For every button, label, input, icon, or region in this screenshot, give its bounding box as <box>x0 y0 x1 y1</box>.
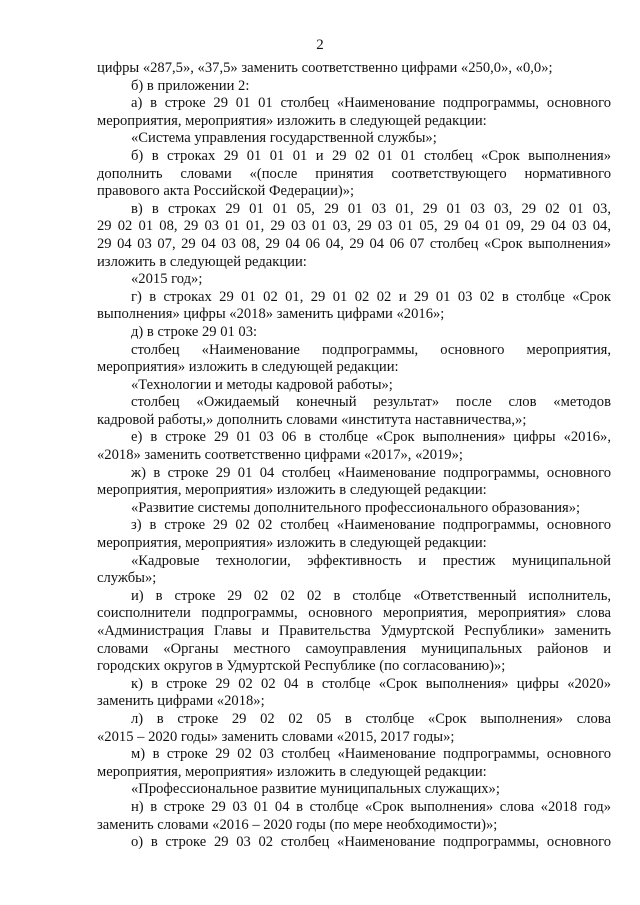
text-line: «Кадровые технологии, эффективность и престиж муниципальной <box>131 552 611 569</box>
text-line: «Профессиональное развитие муниципальных служащих»; <box>131 781 500 798</box>
text-line: столбец «Ожидаемый конечный результат» после слов «методов <box>131 394 611 411</box>
text-line: 29 02 01 08, 29 03 01 01, 29 03 01 03, 29 03 01 05, 29 04 01 09, 29 04 03 04, <box>97 218 611 235</box>
text-line: мероприятия, мероприятия» изложить в следующей редакции: <box>97 535 487 552</box>
text-line: изложить в следующей редакции: <box>97 253 307 270</box>
text-line: б) в приложении 2: <box>131 77 250 94</box>
text-line: правового акта Российской Федерации)»; <box>97 183 355 200</box>
text-line: «Система управления государственной службы»; <box>131 130 437 147</box>
text-line: кадровой работы,» дополнить словами «института наставничества,»; <box>97 411 527 428</box>
text-line: цифры «287,5», «37,5» заменить соответственно цифрами «250,0», «0,0»; <box>97 60 553 76</box>
text-line: мероприятия, мероприятия» изложить в следующей редакции: <box>97 112 487 129</box>
text-line: «2015 – 2020 годы» заменить словами «2015, 2017 годы»; <box>97 728 455 745</box>
text-line: л) в строке 29 02 02 05 в столбце «Срок выполнения» слова <box>131 710 611 727</box>
text-line: мероприятия, мероприятия» изложить в следующей редакции: <box>97 482 487 499</box>
text-line: б) в строках 29 01 01 01 и 29 02 01 01 столбец «Срок выполнения» <box>131 147 611 164</box>
text-line: столбец «Наименование подпрограммы, основного мероприятия, <box>131 341 611 358</box>
text-line: о) в строке 29 03 02 столбец «Наименование подпрограммы, основного <box>131 834 611 851</box>
text-line: заменить словами «2016 – 2020 годы (по мере необходимости)»; <box>97 816 498 833</box>
page-number: 2 <box>316 37 324 53</box>
text-line: «2018» заменить соответственно цифрами «2017», «2019»; <box>97 447 463 464</box>
text-line: к) в строке 29 02 02 04 в столбце «Срок выполнения» цифры «2020» <box>131 675 611 692</box>
text-line: 29 04 03 07, 29 04 03 08, 29 04 06 04, 29 04 06 07 столбец «Срок выполнения» <box>97 235 611 252</box>
document-body <box>97 60 611 852</box>
text-line: н) в строке 29 03 01 04 в столбце «Срок выполнения» слова «2018 год» <box>131 798 611 815</box>
text-line: мероприятия» изложить в следующей редакции: <box>97 359 399 376</box>
text-line: а) в строке 29 01 01 столбец «Наименование подпрограммы, основного <box>131 95 611 112</box>
text-line: и) в строке 29 02 02 02 в столбце «Ответственный исполнитель, <box>131 587 611 604</box>
text-line: соисполнители подпрограммы, основного мероприятия, мероприятия» слова <box>97 605 611 622</box>
text-line: выполнения» цифры «2018» заменить цифрами «2016»; <box>97 306 445 323</box>
text-line: з) в строке 29 02 02 столбец «Наименование подпрограммы, основного <box>131 517 611 534</box>
text-line: словами «Органы местного самоуправления муниципальных районов и <box>97 640 611 657</box>
text-line: е) в строке 29 01 03 06 в столбце «Срок выполнения» цифры «2016», <box>131 429 611 446</box>
text-line: ж) в строке 29 01 04 столбец «Наименование подпрограммы, основного <box>131 464 611 481</box>
text-line: службы»; <box>97 570 157 587</box>
text-line: городских округов в Удмуртской Республике (по согласованию)»; <box>97 658 506 675</box>
text-line: «2015 год»; <box>131 271 203 288</box>
text-line: г) в строках 29 01 02 01, 29 01 02 02 и 29 01 03 02 в столбце «Срок <box>131 288 611 305</box>
text-line: в) в строках 29 01 01 05, 29 01 03 01, 29 01 03 03, 29 02 01 03, <box>131 200 611 217</box>
text-line: «Администрация Главы и Правительства Удмуртской Республики» заменить <box>97 623 611 639</box>
text-line: «Технологии и методы кадровой работы»; <box>131 376 393 393</box>
text-line: д) в строке 29 01 03: <box>131 323 258 340</box>
text-line: заменить цифрами «2018»; <box>97 693 265 710</box>
text-line: дополнить словами «(после принятия соответствующего нормативного <box>97 165 611 182</box>
text-line: мероприятия, мероприятия» изложить в следующей редакции: <box>97 763 487 780</box>
text-line: «Развитие системы дополнительного профессионального образования»; <box>131 499 581 516</box>
text-line: м) в строке 29 02 03 столбец «Наименование подпрограммы, основного <box>131 746 611 763</box>
